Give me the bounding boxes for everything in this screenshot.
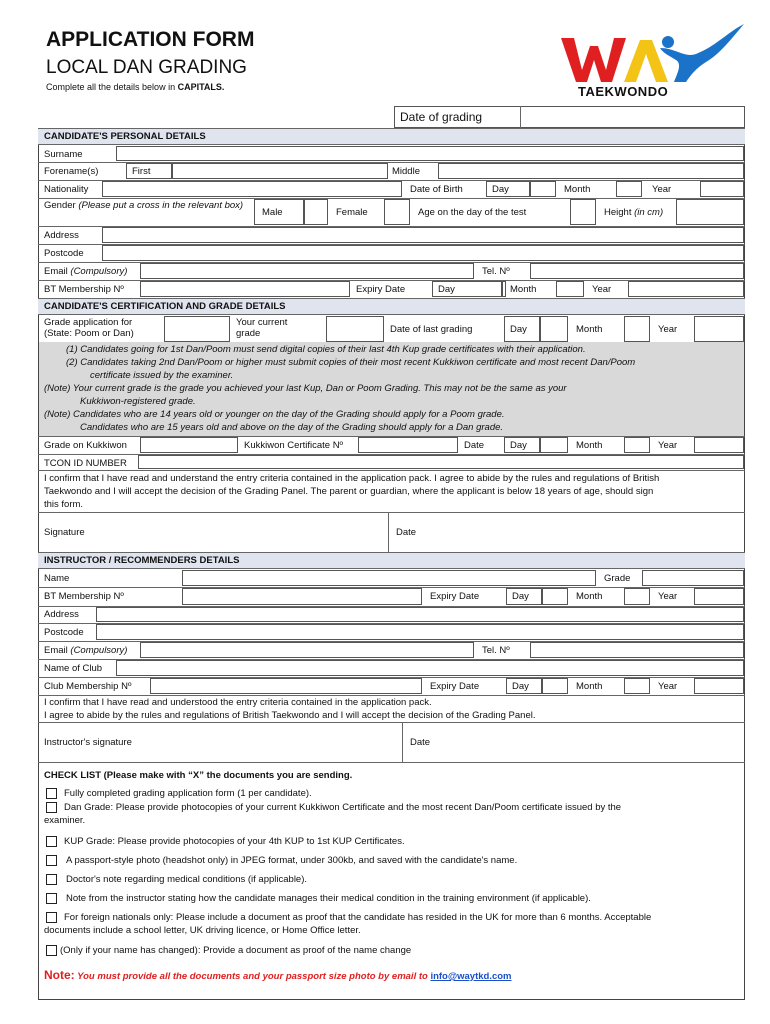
first-label: First: [132, 166, 151, 177]
kukkiwon-month-input[interactable]: [624, 437, 650, 453]
dob-month-input[interactable]: [616, 181, 642, 197]
male-label: Male: [262, 207, 283, 218]
middle-label: Middle: [392, 166, 420, 177]
club-year-label: Year: [658, 681, 678, 692]
last-grading-day-input[interactable]: [540, 316, 568, 342]
kukkiwon-year-label: Year: [658, 440, 678, 451]
dob-year-input[interactable]: [700, 181, 744, 197]
instructor-grade-label: Grade: [604, 573, 631, 584]
bt-expiry-year-label: Year: [592, 284, 612, 295]
instructor-date-label: Date: [410, 737, 431, 748]
club-expiry-label: Expiry Date: [430, 681, 480, 692]
bt-membership-input[interactable]: [140, 281, 350, 297]
checklist-item-7: For foreign nationals only: Please include a document as proof that the candidate has resided in the UK for more than 6 months. Acceptable: [64, 912, 652, 923]
cert-note-3b: Kukkiwon-registered grade.: [80, 396, 196, 407]
current-grade-input[interactable]: [326, 316, 384, 342]
checklist-item-8: (Only if your name has changed): Provide a document as proof of the name change: [60, 945, 412, 956]
instructor-name-input[interactable]: [182, 570, 596, 586]
instructor-tel-label: Tel. Nº: [482, 645, 510, 656]
instructor-signature-label: Instructor's signature: [44, 737, 132, 748]
instructor-day-input[interactable]: [542, 588, 568, 605]
instructor-confirm-line-1: I confirm that I have read and understood the entry criteria contained in the application pack.: [44, 697, 432, 708]
club-month-label: Month: [576, 681, 603, 692]
dob-month-label: Month: [564, 184, 591, 195]
checklist-checkbox-5[interactable]: [46, 874, 57, 885]
instructor-month-input[interactable]: [624, 588, 650, 605]
form-subtitle: LOCAL DAN GRADING: [46, 57, 247, 78]
bt-expiry-month-input[interactable]: [556, 281, 584, 297]
cert-confirm-line-3: this form.: [44, 499, 84, 510]
bt-expiry-day-input[interactable]: [502, 281, 506, 297]
signature-date-input[interactable]: [430, 513, 744, 551]
kukkiwon-month-label: Month: [576, 440, 603, 451]
forenames-label: Forename(s): [44, 166, 99, 177]
cert-details-heading: CANDIDATE'S CERTIFICATION AND GRADE DETAILS: [44, 301, 286, 312]
instructor-month-label: Month: [576, 591, 603, 602]
instructor-address-label: Address: [44, 609, 79, 620]
cert-note-4: (Note) Candidates who are 14 years old or younger on the day of the Grading should apply for a Poom grade.: [44, 409, 505, 420]
checklist-item-4: A passport-style photo (headshot only) in JPEG format, under 300kb, and saved with the candidate's name.: [66, 855, 518, 866]
dob-day-label: Day: [492, 184, 509, 195]
bt-expiry-label: Expiry Date: [356, 284, 406, 295]
surname-label: Surname: [44, 149, 83, 160]
nationality-input[interactable]: [102, 181, 402, 197]
cert-note-5: Candidates who are 15 years old and above on the day of the Grading should apply for a Dan grade.: [80, 422, 504, 433]
dob-day-input[interactable]: [530, 181, 556, 197]
instructor-tel-input[interactable]: [530, 642, 744, 658]
instructor-email-input[interactable]: [140, 642, 474, 658]
checklist-item-6: Note from the instructor stating how the candidate manages their medical condition in the training environment (if applicable).: [66, 893, 591, 904]
last-grading-year-label: Year: [658, 324, 678, 335]
note-text: You must provide all the documents and your passport size photo by email to: [74, 971, 431, 982]
personal-details-heading: CANDIDATE'S PERSONAL DETAILS: [44, 131, 206, 142]
instruction-text: Complete all the details below in CAPITALS.: [46, 82, 225, 92]
checklist-checkbox-3[interactable]: [46, 836, 57, 847]
date-of-grading-input[interactable]: [521, 107, 744, 127]
bt-membership-label: BT Membership Nº: [44, 284, 124, 295]
checklist-item-2: Dan Grade: Please provide photocopies of your current Kukkiwon Certificate and the most recent Dan/Poom certificate issued by the: [64, 802, 622, 813]
note-label: Note:: [44, 968, 75, 982]
instructor-heading: INSTRUCTOR / RECOMMENDERS DETAILS: [44, 555, 240, 566]
last-grading-month-input[interactable]: [624, 316, 650, 342]
tcon-label: TCON ID NUMBER: [44, 458, 127, 469]
instructor-postcode-label: Postcode: [44, 627, 84, 638]
kukkiwon-cert-input[interactable]: [358, 437, 458, 453]
instructor-bt-label: BT Membership Nº: [44, 591, 124, 602]
checklist-note: [44, 966, 512, 984]
checklist-checkbox-1[interactable]: [46, 788, 57, 799]
instructor-expiry-label: Expiry Date: [430, 591, 480, 602]
address-input[interactable]: [102, 227, 744, 243]
cert-note-1: (1) Candidates going for 1st Dan/Poom must send digital copies of their last 4th Kup grade certificates with their application.: [66, 344, 586, 355]
grade-application-input[interactable]: [164, 316, 230, 342]
address-label: Address: [44, 230, 79, 241]
checklist-item-2b: examiner.: [44, 815, 86, 826]
current-grade-label: Your current grade: [236, 317, 288, 339]
instructor-grade-input[interactable]: [642, 570, 744, 586]
checklist-item-5: Doctor's note regarding medical conditions (if applicable).: [66, 874, 308, 885]
cert-confirm-line-1: I confirm that I have read and understand the entry criteria contained in the application pack. I agree to abide by the rules and regulations of British: [44, 473, 660, 484]
age-input[interactable]: [570, 199, 596, 225]
female-checkbox[interactable]: [384, 199, 410, 225]
bt-expiry-month-label: Month: [510, 284, 537, 295]
postcode-label: Postcode: [44, 248, 84, 259]
first-name-input[interactable]: [172, 163, 388, 179]
middle-name-input[interactable]: [438, 163, 744, 179]
checklist-checkbox-6[interactable]: [46, 893, 57, 904]
signature-date-label: Date: [396, 527, 417, 538]
club-month-input[interactable]: [624, 678, 650, 694]
height-input[interactable]: [676, 199, 744, 225]
logo-text: TAEKWONDO: [578, 84, 669, 99]
email-label: Email (Compulsory): [44, 266, 128, 277]
surname-input[interactable]: [116, 146, 744, 161]
last-grading-day-label: Day: [510, 324, 527, 335]
male-checkbox[interactable]: [304, 199, 328, 225]
instructor-year-label: Year: [658, 591, 678, 602]
club-day-input[interactable]: [542, 678, 568, 694]
signature-label: Signature: [44, 527, 85, 538]
instructor-signature-input[interactable]: [150, 723, 402, 761]
club-membership-input[interactable]: [150, 678, 422, 694]
checklist-item-3: KUP Grade: Please provide photocopies of your 4th KUP to 1st KUP Certificates.: [64, 836, 405, 847]
cert-confirm-line-2: Taekwondo and I will accept the decision of the Grading Panel. The parent or guardian, where the applicant is below 18 years of age, should sign: [44, 486, 654, 497]
bt-expiry-year-input[interactable]: [628, 281, 744, 297]
email-input[interactable]: [140, 263, 474, 279]
instructor-day-label: Day: [512, 591, 529, 602]
kukkiwon-day-label: Day: [510, 440, 527, 451]
checklist-checkbox-4[interactable]: [46, 855, 57, 866]
signature-input[interactable]: [100, 513, 388, 551]
dob-label: Date of Birth: [410, 184, 463, 195]
instructor-confirm-line-2: I agree to abide by the rules and regulations of British Taekwondo and I will accept the decision of the Grading Panel.: [44, 710, 536, 721]
instructor-bt-input[interactable]: [182, 588, 422, 605]
grade-kukkiwon-label: Grade on Kukkiwon: [44, 440, 127, 451]
nationality-label: Nationality: [44, 184, 89, 195]
kukkiwon-day-input[interactable]: [540, 437, 568, 453]
instructor-date-input[interactable]: [444, 723, 744, 761]
way-taekwondo-logo: [556, 18, 748, 104]
kukkiwon-cert-label: Kukkiwon Certificate Nº: [244, 440, 344, 451]
age-on-day-label: Age on the day of the test: [418, 207, 527, 218]
checklist-heading: CHECK LIST (Please make with “X” the documents you are sending.: [44, 770, 353, 781]
checklist-checkbox-7[interactable]: [46, 912, 57, 923]
club-year-input[interactable]: [694, 678, 744, 694]
club-name-input[interactable]: [116, 660, 744, 676]
grade-kukkiwon-input[interactable]: [140, 437, 238, 453]
cert-note-3: (Note) Your current grade is the grade you achieved your last Kup, Dan or Poom Grading. This may not be the same as your: [44, 383, 567, 394]
tel-input[interactable]: [530, 263, 744, 279]
club-membership-label: Club Membership Nº: [44, 681, 132, 692]
postcode-input[interactable]: [102, 245, 744, 261]
cert-note-2b: certificate issued by the examiner.: [90, 370, 234, 381]
tcon-input[interactable]: [138, 455, 744, 469]
checklist-checkbox-2[interactable]: [46, 802, 57, 813]
checklist-item-7b: documents include a school letter, UK driving licence, or Home Office letter.: [44, 925, 361, 936]
height-label: Height (in cm): [604, 207, 664, 218]
kukkiwon-date-label: Date: [464, 440, 485, 451]
instructor-address-input[interactable]: [96, 607, 744, 622]
gender-label: Gender (Please put a cross in the relevant box): [44, 200, 244, 211]
female-label: Female: [336, 207, 368, 218]
checklist-item-1: Fully completed grading application form (1 per candidate).: [64, 788, 312, 799]
last-grading-year-input[interactable]: [694, 316, 744, 342]
date-of-grading-label: Date of grading: [400, 110, 483, 124]
dob-year-label: Year: [652, 184, 672, 195]
last-grading-month-label: Month: [576, 324, 603, 335]
grade-application-label: Grade application for (State: Poom or Dan): [44, 317, 134, 339]
instructor-email-label: Email (Compulsory): [44, 645, 128, 656]
form-title: APPLICATION FORM: [46, 28, 255, 51]
checklist-checkbox-8[interactable]: [46, 945, 57, 956]
bt-expiry-day-label: Day: [438, 284, 455, 295]
club-day-label: Day: [512, 681, 529, 692]
date-last-grading-label: Date of last grading: [390, 324, 473, 335]
instructor-year-input[interactable]: [694, 588, 744, 605]
kukkiwon-year-input[interactable]: [694, 437, 744, 453]
cert-note-2: (2) Candidates taking 2nd Dan/Poom or higher must submit copies of their most recent Kukkiwon certificate and most recent Dan/Poom: [66, 357, 636, 368]
email-link[interactable]: info@waytkd.com: [430, 971, 512, 982]
tel-label: Tel. Nº: [482, 266, 510, 277]
instructor-name-label: Name: [44, 573, 70, 584]
club-name-label: Name of Club: [44, 663, 103, 674]
instructor-postcode-input[interactable]: [96, 624, 744, 640]
